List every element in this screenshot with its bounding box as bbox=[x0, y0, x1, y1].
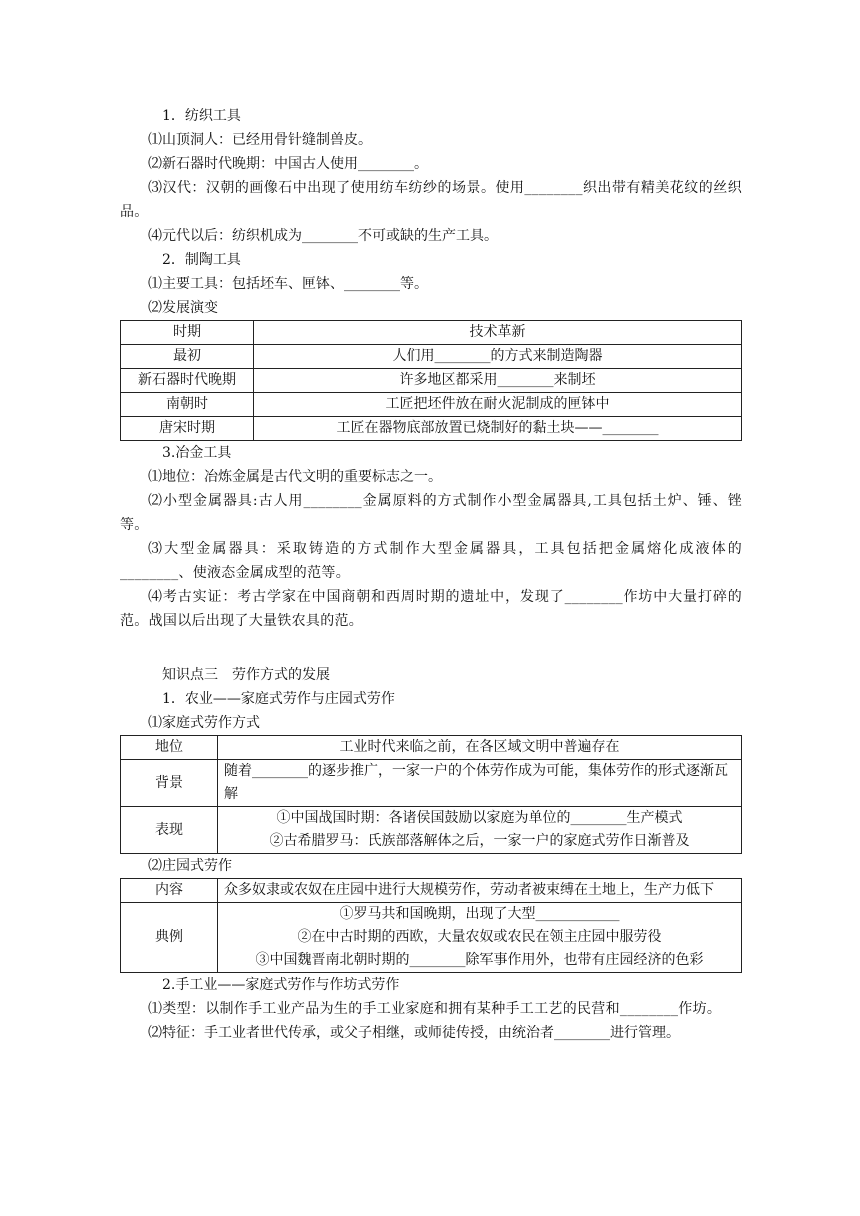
table-cell: 工匠在器物底部放置已烧制好的黏土块——________ bbox=[254, 417, 742, 441]
table-row-label: 地位 bbox=[121, 736, 218, 760]
table-row bbox=[121, 369, 742, 393]
table-cell: 工匠把坯件放在耐火泥制成的匣钵中 bbox=[254, 393, 742, 417]
knowledge-point-title: 知识点三 劳作方式的发展 bbox=[162, 667, 330, 683]
section-title-pottery: 2．制陶工具 bbox=[162, 252, 241, 268]
table-cell bbox=[218, 807, 742, 854]
metallurgy-item-1: ⑴地位：冶炼金属是古代文明的重要标志之一。 bbox=[148, 469, 442, 485]
table-cell: 人们用________的方式来制造陶器 bbox=[254, 345, 742, 369]
table-row bbox=[121, 736, 742, 760]
table-cell: 工业时代来临之前，在各区域文明中普遍存在 bbox=[218, 736, 742, 760]
table-row bbox=[121, 903, 742, 973]
table-row bbox=[121, 393, 742, 417]
handicraft-item-1: ⑴类型：以制作手工业产品为生的手工业家庭和拥有某种手工工艺的民营和________作坊。 bbox=[148, 1001, 722, 1017]
table-cell: 最初 bbox=[121, 345, 254, 369]
handicraft-title: 2.手工业——家庭式劳作与作坊式劳作 bbox=[162, 977, 400, 993]
pottery-item-2: ⑵发展演变 bbox=[148, 300, 218, 316]
table-cell-line: ①中国战国时期：各诸侯国鼓励以家庭为单位的________生产模式 bbox=[276, 810, 683, 826]
pottery-table bbox=[120, 320, 742, 441]
table-cell-line: ②古希腊罗马：氏族部落解体之后，一家一户的家庭式劳作日渐普及 bbox=[269, 833, 690, 849]
table-row-label: 背景 bbox=[121, 760, 218, 807]
table-cell-line: ③中国魏晋南北朝时期的________除军事作用外，也带有庄园经济的色彩 bbox=[255, 952, 704, 968]
textile-item-2: ⑵新石器时代晚期：中国古人使用________。 bbox=[148, 156, 428, 172]
agriculture-title: 1．农业——家庭式劳作与庄园式劳作 bbox=[162, 691, 395, 707]
table-row-label: 典例 bbox=[121, 903, 218, 973]
table-header-cell: 技术革新 bbox=[254, 321, 742, 345]
metallurgy-item-2: ⑵小型金属器具:古人用________金属原料的方式制作小型金属器具,工具包括土炉、锤、锉等。 bbox=[120, 493, 742, 533]
table-cell-line: ②在中古时期的西欧，大量农奴或农民在领主庄园中服劳役 bbox=[297, 929, 662, 945]
table-row bbox=[121, 760, 742, 807]
table-row bbox=[121, 417, 742, 441]
handicraft-item-2: ⑵特征：手工业者世代传承，或父子相继，或师徒传授，由统治者________进行管理。 bbox=[148, 1025, 680, 1041]
table-cell: 新石器时代晚期 bbox=[121, 369, 254, 393]
table-row bbox=[121, 879, 742, 903]
textile-item-4: ⑷元代以后：纺织机成为________不可或缺的生产工具。 bbox=[148, 228, 498, 244]
textile-item-3: ⑶汉代：汉朝的画像石中出现了使用纺车纺纱的场景。使用________织出带有精美花纹的丝织品。 bbox=[120, 180, 742, 220]
table-header-row bbox=[121, 321, 742, 345]
document-page bbox=[120, 104, 742, 1045]
metallurgy-item-4: ⑷考古实证：考古学家在中国商朝和西周时期的遗址中，发现了________作坊中大量打碎的范。战国以后出现了大量铁农具的范。 bbox=[120, 589, 742, 629]
table-cell: 南朝时 bbox=[121, 393, 254, 417]
table-row bbox=[121, 807, 742, 854]
section-title-metallurgy: 3.冶金工具 bbox=[162, 445, 232, 461]
metallurgy-item-3: ⑶大型金属器具：采取铸造的方式制作大型金属器具，工具包括把金属熔化成液体的________、使液态金属成型的范等。 bbox=[120, 541, 742, 581]
pottery-item-1: ⑴主要工具：包括坯车、匣钵、________等。 bbox=[148, 276, 428, 292]
family-labor-label: ⑴家庭式劳作方式 bbox=[148, 715, 260, 731]
family-labor-table bbox=[120, 735, 742, 854]
table-row-label: 内容 bbox=[121, 879, 218, 903]
section-title-textile: 1．纺织工具 bbox=[162, 108, 241, 124]
textile-item-1: ⑴山顶洞人：已经用骨针缝制兽皮。 bbox=[148, 132, 372, 148]
table-cell-line: ①罗马共和国晚期，出现了大型____________ bbox=[339, 906, 620, 922]
table-header-cell: 时期 bbox=[121, 321, 254, 345]
table-cell: 随着________的逐步推广，一家一户的个体劳作成为可能，集体劳作的形式逐渐瓦解 bbox=[218, 760, 742, 807]
table-cell: 许多地区都采用________来制坯 bbox=[254, 369, 742, 393]
table-cell: 众多奴隶或农奴在庄园中进行大规模劳作，劳动者被束缚在土地上，生产力低下 bbox=[218, 879, 742, 903]
manor-labor-label: ⑵庄园式劳作 bbox=[148, 858, 232, 874]
manor-labor-table bbox=[120, 878, 742, 973]
section-spacer bbox=[120, 633, 742, 663]
table-row bbox=[121, 345, 742, 369]
table-cell: 唐宋时期 bbox=[121, 417, 254, 441]
table-cell bbox=[218, 903, 742, 973]
table-row-label: 表现 bbox=[121, 807, 218, 854]
